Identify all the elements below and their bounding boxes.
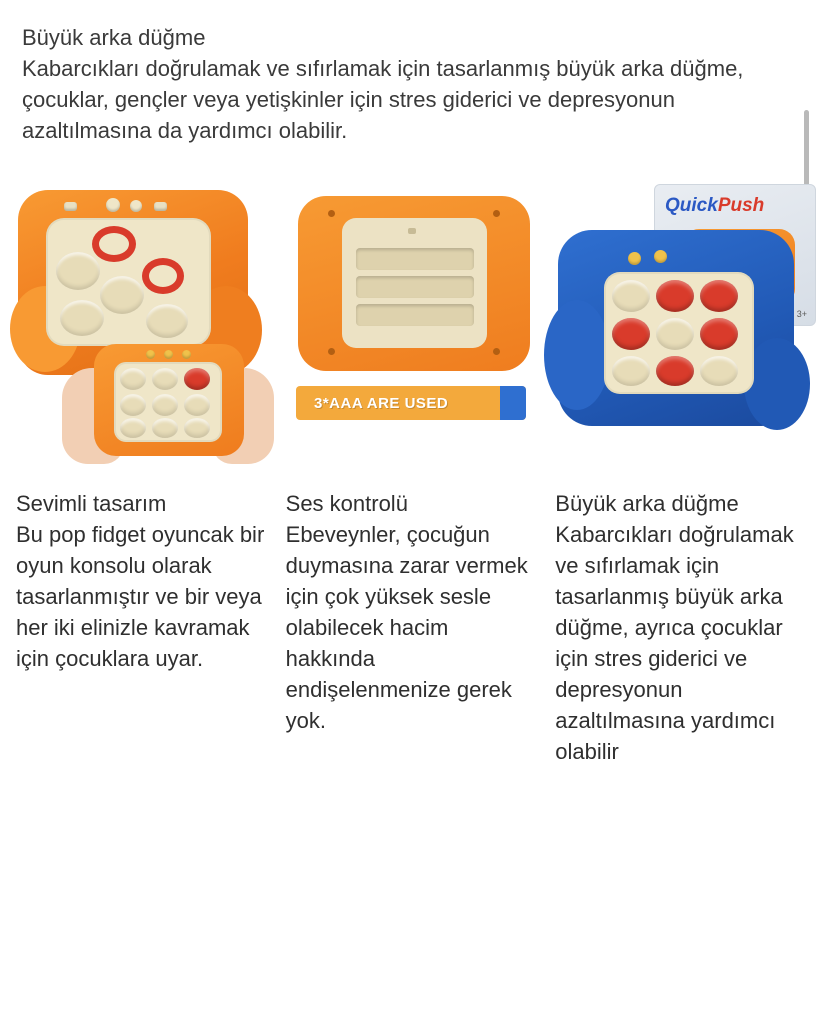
blue-console-grip-left <box>544 300 610 410</box>
small-bubble-4 <box>152 394 178 416</box>
feature-columns <box>0 488 819 767</box>
orange-console-back <box>298 196 530 371</box>
feature-body-3: Kabarcıkları doğrulamak ve sıfırlamak için tasarlanmış büyük arka düğme, ayrıca çocuklar için stres giderici ve depresyonun azaltılmasına yardımcı olabilir <box>555 522 794 764</box>
package-brand-push: Push <box>717 195 765 216</box>
battery-compartment <box>342 218 487 348</box>
product-image-battery-back <box>284 178 546 478</box>
blue-bubble-lit-2 <box>700 280 738 312</box>
feature-column-1 <box>8 488 278 767</box>
battery-callout-banner <box>296 386 526 420</box>
screw-top-left <box>328 210 335 217</box>
orange-console-small <box>94 344 244 456</box>
blue-console-bubble-panel <box>604 272 754 394</box>
feature-title-2: Ses kontrolü <box>285 491 408 516</box>
battery-slot-2 <box>356 276 474 298</box>
top-description-body: Kabarcıkları doğrulamak ve sıfırlamak için tasarlanmış büyük arka düğme, çocuklar, gençler veya yetişkinler için stres giderici ve depresyonun azaltılmasına da yardımcı olabilir. <box>22 56 744 143</box>
blue-console-button-1 <box>628 252 641 265</box>
console-indicator-1 <box>64 202 77 211</box>
small-console-bubble-panel <box>114 362 222 442</box>
console-bubble-panel <box>46 218 211 346</box>
battery-callout-text: 3*AAA ARE USED <box>314 394 449 412</box>
screw-bottom-right <box>493 348 500 355</box>
small-bubble-5 <box>184 394 210 416</box>
blue-bubble-lit-1 <box>656 280 694 312</box>
small-bubble-lit-1 <box>184 368 210 390</box>
blue-console <box>558 230 794 426</box>
console-indicator-2 <box>154 202 167 211</box>
bubble-lit-1 <box>92 226 136 262</box>
small-bubble-2 <box>152 368 178 390</box>
bubble-lit-2 <box>142 258 184 294</box>
screw-top-right <box>493 210 500 217</box>
small-bubble-8 <box>184 418 210 438</box>
small-console-button-1 <box>146 350 155 359</box>
feature-column-2 <box>278 488 548 767</box>
battery-callout-accent <box>500 386 526 420</box>
product-image-row <box>0 178 819 478</box>
small-console-button-3 <box>182 350 191 359</box>
console-button-mode <box>130 200 142 212</box>
package-brand-quick: Quick <box>665 195 718 216</box>
blue-console-button-2 <box>654 250 667 263</box>
small-bubble-7 <box>152 418 178 438</box>
product-image-cute-design <box>12 178 274 478</box>
blue-bubble-3 <box>612 356 650 386</box>
hands-holding-console <box>62 328 274 478</box>
small-bubble-1 <box>120 368 146 390</box>
bubble-3 <box>100 276 144 314</box>
small-bubble-3 <box>120 394 146 416</box>
top-description-title: Büyük arka düğme <box>22 25 206 50</box>
blue-bubble-lit-4 <box>700 318 738 350</box>
compartment-latch <box>408 228 416 234</box>
blue-bubble-lit-5 <box>656 356 694 386</box>
battery-slot-3 <box>356 304 474 326</box>
console-button-power <box>106 198 120 212</box>
feature-column-3 <box>547 488 811 767</box>
feature-body-1: Bu pop fidget oyuncak bir oyun konsolu olarak tasarlanmıştır ve bir veya her iki elinizle kavramak için çocuklara uyar. <box>16 522 265 671</box>
package-brand <box>665 195 764 217</box>
small-console-button-2 <box>164 350 173 359</box>
blue-bubble-4 <box>700 356 738 386</box>
blue-bubble-lit-3 <box>612 318 650 350</box>
package-age-label: 3+ <box>796 309 807 319</box>
blue-bubble-2 <box>656 318 694 350</box>
feature-title-3: Büyük arka düğme <box>555 491 739 516</box>
bubble-2 <box>56 252 100 290</box>
small-bubble-6 <box>120 418 146 438</box>
feature-body-2: Ebeveynler, çocuğun duymasına zarar vermek için çok yüksek sesle olabilecek hacim hakkında endişelenmenize gerek yok. <box>285 522 528 733</box>
screw-bottom-left <box>328 348 335 355</box>
feature-title-1: Sevimli tasarım <box>16 491 167 516</box>
battery-slot-1 <box>356 248 474 270</box>
product-image-blue-console <box>556 178 814 478</box>
blue-bubble-1 <box>612 280 650 312</box>
top-description-block <box>0 0 819 146</box>
